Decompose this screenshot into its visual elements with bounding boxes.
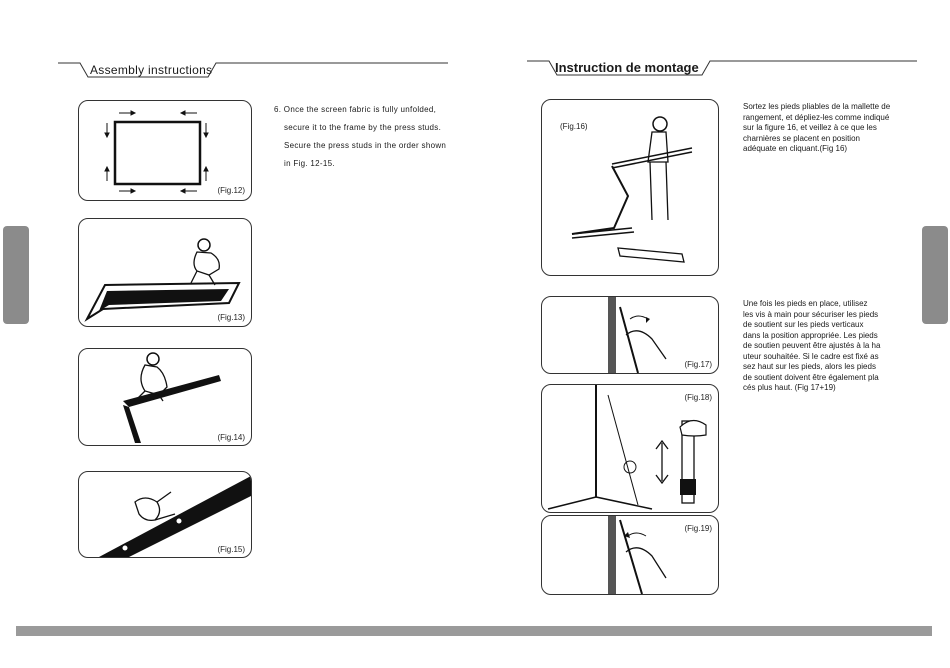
fr-line: de soutient doivent être également pla	[743, 372, 879, 382]
step-line: Secure the press studs in the order shown	[284, 141, 447, 150]
figure-17-label: (Fig.17)	[684, 360, 712, 369]
person-securing-frame	[79, 349, 251, 445]
fr-line: les vis à main pour sécuriser les pieds	[743, 309, 879, 319]
figure-13-label: (Fig.13)	[217, 313, 245, 322]
figure-19	[541, 515, 719, 595]
figure-13	[78, 218, 252, 327]
right-side-tab	[922, 226, 948, 324]
right-page-title: Instruction de montage	[555, 60, 699, 75]
fr-line: uteur souhaitée. Si le cadre est fixé as	[743, 351, 879, 361]
figure-18-label: (Fig.18)	[684, 393, 712, 402]
figure-16-label: (Fig.16)	[560, 122, 588, 131]
fr-line: de soutien peuvent être ajustés à la ha	[743, 341, 881, 350]
french-paragraph-2	[743, 299, 925, 394]
fr-line: sez haut sur les pieds, alors les pieds	[743, 362, 876, 371]
step-line: 6. Once the screen fabric is fully unfolded,	[274, 105, 437, 114]
fr-line: dans la position appropriée. Les pieds	[743, 330, 878, 340]
fr-line: Sortez les pieds pliables de la mallette de	[743, 102, 891, 111]
left-side-tab	[3, 226, 29, 324]
height-adjustment-diagram	[542, 385, 718, 512]
figure-14-label: (Fig.14)	[217, 433, 245, 442]
figure-19-label: (Fig.19)	[684, 524, 712, 533]
french-paragraph-1	[743, 102, 925, 155]
figure-17	[541, 296, 719, 374]
fr-line: charnières se placent en position	[743, 133, 860, 143]
footer-bar	[16, 626, 932, 636]
figure-18	[541, 384, 719, 513]
figure-12-label: (Fig.12)	[217, 186, 245, 195]
step-line: in Fig. 12-15.	[284, 159, 335, 168]
figure-12	[78, 100, 252, 201]
figure-14	[78, 348, 252, 446]
fr-line: cés plus haut. (Fig 17+19)	[743, 383, 836, 392]
assembly-step-6-text	[274, 101, 474, 173]
fr-line: Une fois les pieds en place, utilisez	[743, 299, 868, 308]
figure-15	[78, 471, 252, 558]
person-unfolding-screen	[79, 219, 251, 326]
fr-line: adéquate en cliquant.(Fig 16)	[743, 144, 848, 153]
fr-line: de soutient sur les pieds verticaux	[743, 320, 864, 329]
step-line: secure it to the frame by the press studs.	[284, 123, 442, 132]
figure-16	[541, 99, 719, 276]
figure-15-label: (Fig.15)	[217, 545, 245, 554]
left-page-title: Assembly instructions	[90, 63, 213, 77]
fr-line: rangement, et dépliez-les comme indiqué	[743, 112, 890, 122]
fr-line: sur la figure 16, et veillez à ce que les	[743, 123, 877, 132]
